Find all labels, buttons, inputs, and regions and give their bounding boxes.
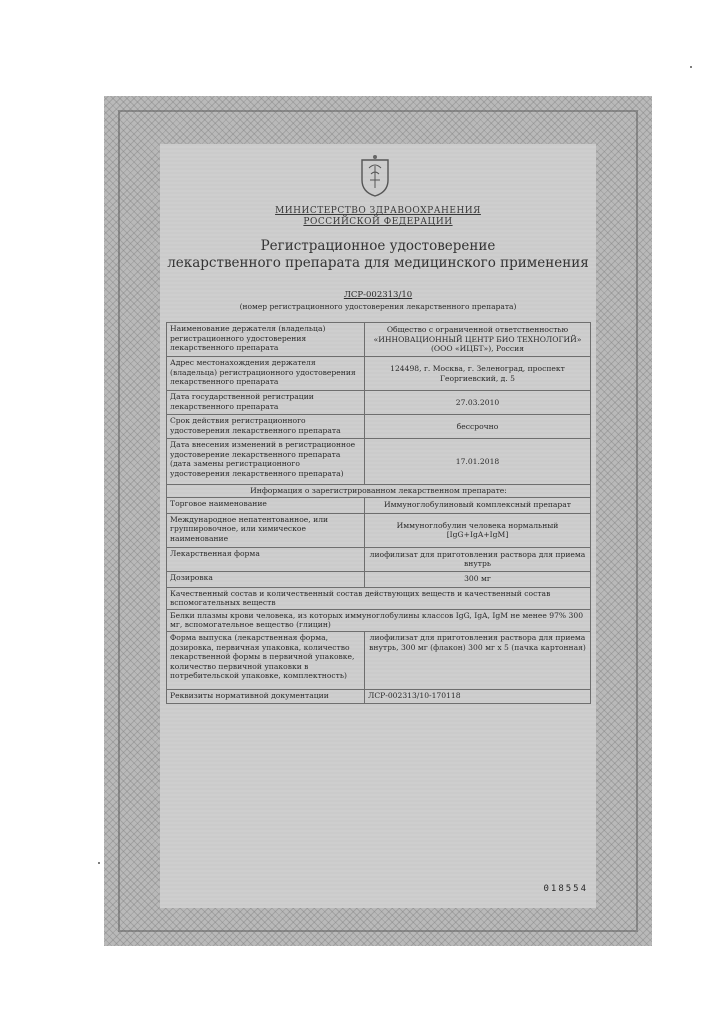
coat-of-arms-icon (358, 154, 392, 198)
composition-header: Качественный состав и количественный состав действующих веществ и качественный состав вспомогательных веществ (167, 587, 591, 609)
table-row (167, 357, 591, 391)
table-row (167, 631, 591, 689)
table-row (167, 415, 591, 439)
row-value: лиофилизат для приготовления раствора для приема внутрь (365, 547, 591, 571)
row-value: 17.01.2018 (365, 439, 591, 485)
composition-text: Белки плазмы крови человека, из которых иммуноглобулины классов IgG, IgA, IgM не менее 97% 300 мг, вспомогательное вещество (глицин) (167, 609, 591, 631)
registration-number-caption: (номер регистрационного удостоверения лекарственного препарата) (239, 302, 517, 311)
row-label: Форма выпуска (лекарственная форма, дозировка, первичная упаковка, количество лекарственной формы в первичной упаковке, количество первичной упаковки в потребительской упаковке, комплектность) (167, 631, 365, 689)
document-title-line2: лекарственного препарата для медицинского применения (167, 255, 589, 271)
table-row (167, 513, 591, 547)
row-value: бессрочно (365, 415, 591, 439)
table-row (167, 609, 591, 631)
scan-speck (98, 862, 100, 864)
row-label: Лекарственная форма (167, 547, 365, 571)
row-label: Адрес местонахождения держателя (владельца) регистрационного удостоверения лекарственного препарата (167, 357, 365, 391)
row-value: 124498, г. Москва, г. Зеленоград, проспект Георгиевский, д. 5 (365, 357, 591, 391)
ministry-name-line2: РОССИЙСКОЙ ФЕДЕРАЦИИ (303, 217, 453, 227)
row-value: Иммуноглобулиновый комплексный препарат (365, 497, 591, 513)
certificate-sheet (160, 144, 596, 908)
row-label: Реквизиты нормативной документации (167, 689, 365, 703)
table-row (167, 323, 591, 357)
row-label: Торговое наименование (167, 497, 365, 513)
table-row (167, 497, 591, 513)
table-row (167, 571, 591, 587)
ministry-name-line1: МИНИСТЕРСТВО ЗДРАВООХРАНЕНИЯ (275, 206, 481, 216)
row-label: Наименование держателя (владельца) регистрационного удостоверения лекарственного препарата (167, 323, 365, 357)
table-row (167, 439, 591, 485)
certificate-frame (104, 96, 652, 946)
row-label: Дата государственной регистрации лекарственного препарата (167, 391, 365, 415)
row-value: ЛСР-002313/10-170118 (365, 689, 591, 703)
row-value: Общество с ограниченной ответственностью «ИННОВАЦИОННЫЙ ЦЕНТР БИО ТЕХНОЛОГИЙ» (ООО «ИЦБТ»), Россия (365, 323, 591, 357)
row-value: 300 мг (365, 571, 591, 587)
table-row (167, 485, 591, 498)
table-row (167, 391, 591, 415)
row-label: Срок действия регистрационного удостоверения лекарственного препарата (167, 415, 365, 439)
row-label: Дата внесения изменений в регистрационное удостоверение лекарственного препарата (дата замены регистрационного удостоверения лекарственного препарата) (167, 439, 365, 485)
document-title-line1: Регистрационное удостоверение (260, 238, 496, 254)
row-label: Международное непатентованное, или группировочное, или химическое наименование (167, 513, 365, 547)
registration-table (166, 322, 591, 704)
row-value: Иммуноглобулин человека нормальный [IgG+IgA+IgM] (365, 513, 591, 547)
row-value: 27.03.2010 (365, 391, 591, 415)
scan-speck (690, 66, 692, 68)
row-label: Дозировка (167, 571, 365, 587)
table-row (167, 547, 591, 571)
table-row (167, 689, 591, 703)
section-header: Информация о зарегистрированном лекарственном препарате: (167, 485, 591, 498)
row-value: лиофилизат для приготовления раствора для приема внутрь, 300 мг (флакон) 300 мг х 5 (пачка картонная) (365, 631, 591, 689)
registration-number: ЛСР-002313/10 (343, 290, 413, 300)
table-row (167, 587, 591, 609)
serial-number: 018554 (543, 884, 588, 894)
